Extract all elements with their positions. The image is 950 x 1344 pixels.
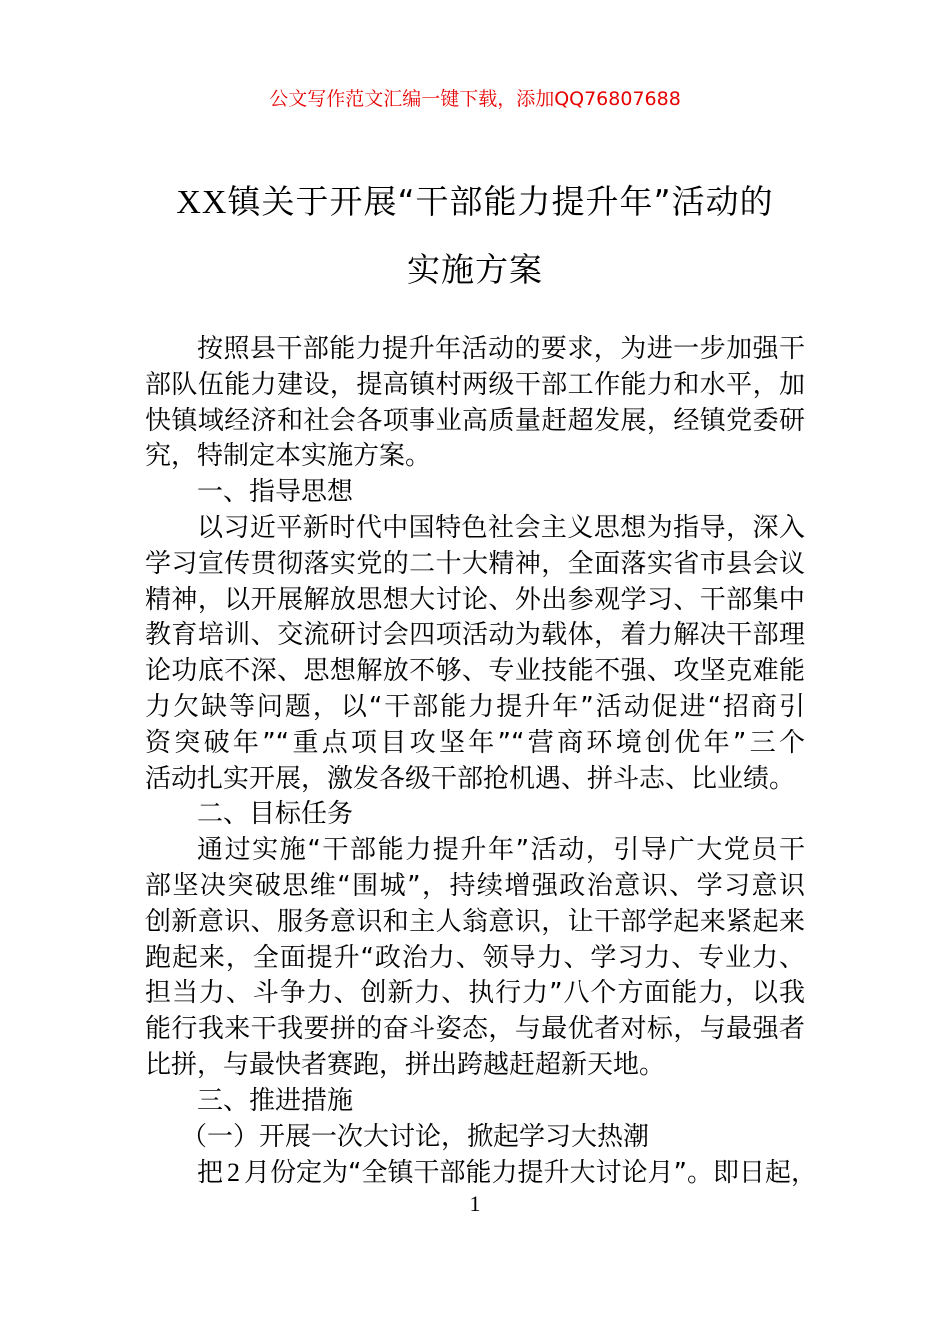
paragraph-line: 活动扎实开展，激发各级干部抢机遇、拼斗志、比业绩。	[145, 763, 796, 794]
paragraph-line: 教育培训、交流研讨会四项活动为载体，着力解决干部理	[145, 620, 805, 651]
document-body	[145, 332, 817, 1191]
title-line-1-text: 镇关于开展“干部能力提升年”活动的	[227, 182, 774, 221]
paragraph-line: 资突破年”“重点项目攻坚年”“营商环境创优年”三个	[145, 727, 805, 758]
p3-text-after: 月份定为“全镇干部能力提升大讨论月”。即日起，	[244, 1158, 817, 1189]
paragraph-line: 比拼，与最快者赛跑，拼出跨越赶超新天地。	[145, 1049, 666, 1080]
document-title-line-1	[0, 176, 950, 223]
paragraph-line: 学习宣传贯彻落实党的二十大精神，全面落实省市县会议	[145, 548, 805, 579]
paragraph-line: 论功底不深、思想解放不够、专业技能不强、攻坚克难能	[145, 656, 805, 687]
intro-line: 快镇域经济和社会各项事业高质量赶超发展，经镇党委研	[145, 405, 805, 436]
title-prefix: XX	[176, 184, 228, 221]
intro-line: 究，特制定本实施方案。	[145, 441, 432, 472]
paragraph-line: 部坚决突破思维“围城”，持续增强政治意识、学习意识	[145, 870, 805, 901]
paragraph-line: 精神，以开展解放思想大讨论、外出参观学习、干部集中	[145, 584, 805, 615]
paragraph-line: 担当力、斗争力、创新力、执行力”八个方面能力，以我	[145, 978, 805, 1009]
intro-line: 部队伍能力建设，提高镇村两级干部工作能力和水平，加	[145, 369, 805, 400]
download-banner: 公文写作范文汇编一键下载，添加QQ76807688	[269, 88, 681, 110]
subsection-heading-1: （一）开展一次大讨论，掀起学习大热潮	[181, 1121, 650, 1152]
section-heading-2: 二、目标任务	[197, 799, 354, 830]
p3-text-before: 把	[197, 1158, 224, 1189]
paragraph-line: 力欠缺等问题，以“干部能力提升年”活动促进“招商引	[145, 691, 805, 722]
p3-number: 2	[227, 1158, 241, 1188]
paragraph-line	[145, 1155, 817, 1191]
intro-line: 按照县干部能力提升年活动的要求，为进一步加强干	[197, 334, 805, 364]
paragraph-line: 通过实施“干部能力提升年”活动，引导广大党员干	[197, 835, 805, 866]
document-title-line-2: 实施方案	[407, 250, 543, 289]
paragraph-line: 创新意识、服务意识和主人翁意识，让干部学起来紧起来	[145, 906, 805, 937]
section-heading-3: 三、推进措施	[197, 1085, 354, 1116]
section-heading-1: 一、指导思想	[197, 477, 354, 508]
paragraph-line: 以习近平新时代中国特色社会主义思想为指导，深入	[197, 512, 805, 543]
paragraph-line: 能行我来干我要拼的奋斗姿态，与最优者对标，与最强者	[145, 1014, 805, 1045]
paragraph-line: 跑起来，全面提升“政治力、领导力、学习力、专业力、	[145, 942, 805, 973]
page-number: 1	[469, 1191, 481, 1216]
